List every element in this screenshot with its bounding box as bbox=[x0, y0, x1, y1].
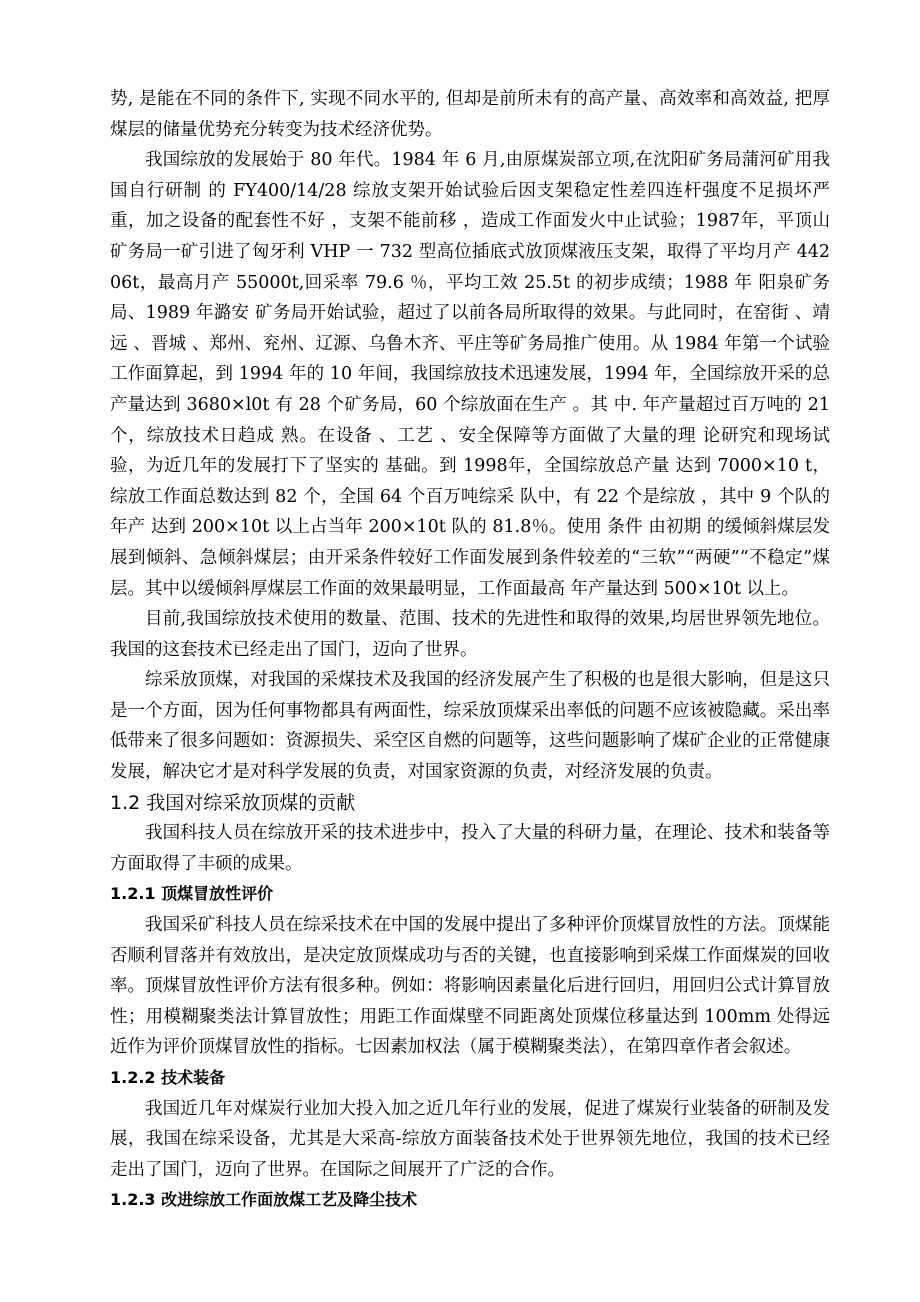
paragraph-section-intro: 我国科技人员在综放开采的技术进步中，投入了大量的科研力量，在理论、技术和装备等方面取得了丰硕的成果。 bbox=[110, 823, 830, 874]
paragraph-technical-equipment: 我国近几年对煤炭行业加大投入加之近几年行业的发展，促进了煤炭行业装备的研制及发展，我国在综采设备，尤其是大采高-综放方面装备技术处于世界领先地位，我国的技术已经走出了国门，迈向了世界。在国际之间展开了广泛的合作。 bbox=[110, 1098, 830, 1180]
subsection-heading-1-2-2: 1.2.2 技术装备 bbox=[110, 1068, 226, 1087]
paragraph-current-status: 目前,我国综放技术使用的数量、范围、技术的先进性和取得的效果,均居世界领先地位。我国的这套技术已经走出了国门，迈向了世界。 bbox=[110, 609, 830, 660]
paragraph-cavability-evaluation: 我国采矿科技人员在综采技术在中国的发展中提出了多种评价顶煤冒放性的方法。顶煤能否顺利冒落并有效放出，是决定放顶煤成功与否的关键，也直接影响到采煤工作面煤炭的回收率。顶煤冒放性评价方法有很多种。例如：将影响因素量化后进行回归，用回归公式计算冒放性；用模糊聚类法计算冒放性；用距工作面煤壁不同距离处顶煤位移量达到 100mm 处得远近作为评价顶煤冒放性的指标。七因素加权法（属于模糊聚类法），在第四章作者会叙述。 bbox=[110, 915, 830, 1058]
paragraph-development-history: 我国综放的发展始于 80 年代。1984 年 6 月,由原煤炭部立项,在沈阳矿务局蒲河矿用我 国自行研制 的 FY400/14/28 综放支架开始试验后因支架稳定性差四连杆强度不足损坏严重，加之设备的配套性不好 ，支架不能前移 ，造成工作面发火中止试验；1987年，平顶山矿务局一矿引进了匈牙利 VHP 一 732 型高位插底式放顶煤液压支架，取得了平均月产 44206t，最高月产 55000t,回采率 79.6 ％，平均工效 25.5t 的初步成绩；1988 年 阳泉矿务局、1989 年潞安 矿务局开始试验，超过了以前各局所取得的效果。与此同时，在窑街 、靖 远 、晋城 、郑州、兖州、辽源、乌鲁木齐、平庄等矿务局推广使用。从 1984 年第一个试验工作面算起，到 1994 年的 10 年间，我国综放技术迅速发展，1994 年，全国综放开采的总产量达到 3680×l0t 有 28 个矿务局，60 个综放面在生产 。其 中. 年产量超过百万吨的 21 个，综放技术日趋成 熟。在设备 、工艺 、安全保障等方面做了大量的理 论研究和现场试验，为近几年的发展打下了坚实的 基础。到 1998年，全国综放总产量 达到 7000×10 t，综放工作面总数达到 82 个，全国 64 个百万吨综采 队中，有 22 个是综放 ，其中 9 个队的年产 达到 200×10t 以上占当年 200×10t 队的 81.8％。使用 条件 由初期 的缓倾斜煤层发展到倾斜、急倾斜煤层；由开采条件较好工作面发展到条件较差的“三软”“两硬”“不稳定”煤层。其中以缓倾斜厚煤层工作面的效果最明显，工作面最高 年产量达到 500×10t 以上。 bbox=[110, 150, 830, 599]
subsection-heading-1-2-3: 1.2.3 改进综放工作面放煤工艺及降尘技术 bbox=[110, 1190, 418, 1210]
subsection-heading-1-2-1: 1.2.1 顶煤冒放性评价 bbox=[110, 884, 274, 904]
document-page bbox=[110, 84, 830, 1216]
paragraph-recovery-issue: 综采放顶煤，对我国的采煤技术及我国的经济发展产生了积极的也是很大影响，但是这只是一个方面，因为任何事物都具有两面性，综采放顶煤采出率低的问题不应该被隐藏。采出率低带来了很多问题如：资源损失、采空区自燃的问题等，这些问题影响了煤矿企业的正常健康发展，解决它才是对科学发展的负责，对国家资源的负责，对经济发展的负责。 bbox=[110, 670, 830, 783]
paragraph-continuation: 势, 是能在不同的条件下, 实现不同水平的, 但却是前所未有的高产量、高效率和高效益, 把厚煤层的储量优势充分转变为技术经济优势。 bbox=[110, 89, 830, 140]
section-heading-1-2: 1.2 我国对综采放顶煤的贡献 bbox=[110, 791, 356, 814]
